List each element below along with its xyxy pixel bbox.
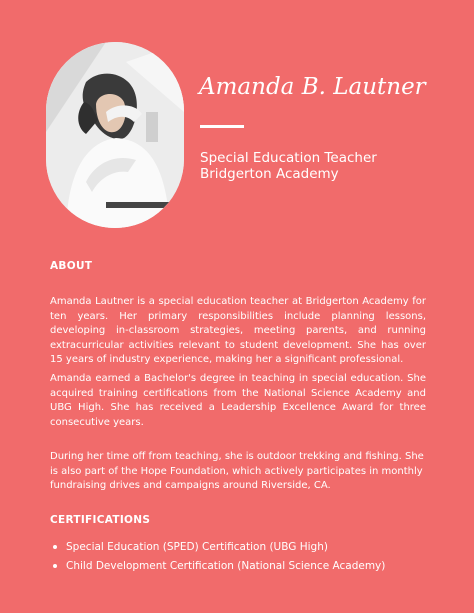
profile-role: Special Education Teacher — [200, 150, 377, 166]
about-heading: ABOUT — [50, 260, 93, 272]
about-paragraph-2: Amanda earned a Bachelor's degree in teaching in special education. She acquired training certifications from the National Science Academy and UBG High. She has received a Leadership Excellence Award for three consecutive years. — [50, 373, 426, 428]
bullet-icon — [53, 545, 57, 549]
profile-organization: Bridgerton Academy — [200, 166, 339, 182]
portrait-image — [46, 42, 184, 228]
certification-label: Special Education (SPED) Certification (UBG High) — [66, 541, 328, 553]
about-paragraph-3: During her time off from teaching, she is outdoor trekking and fishing. She is also part of the Hope Foundation, which actively participates in monthly fundraising drives and campaigns around Riverside, CA. — [50, 451, 424, 492]
certification-item — [50, 538, 385, 557]
bullet-icon — [53, 564, 57, 568]
certifications-heading: CERTIFICATIONS — [50, 514, 151, 526]
certification-label: Child Development Certification (National Science Academy) — [66, 560, 386, 572]
certification-item — [50, 557, 385, 576]
profile-name: Amanda B. Lautner — [199, 74, 426, 100]
certifications-list — [50, 538, 385, 576]
about-paragraph-1: Amanda Lautner is a special education teacher at Bridgerton Academy for ten years. Her primary responsibilities include planning lessons, developing in-classroom strategies, meeting parents, and running extracurricular activities relevant to student development. She has over 15 years of industry experience, making her a significant professional. — [50, 296, 426, 366]
name-divider — [200, 125, 244, 128]
profile-photo — [46, 42, 184, 228]
